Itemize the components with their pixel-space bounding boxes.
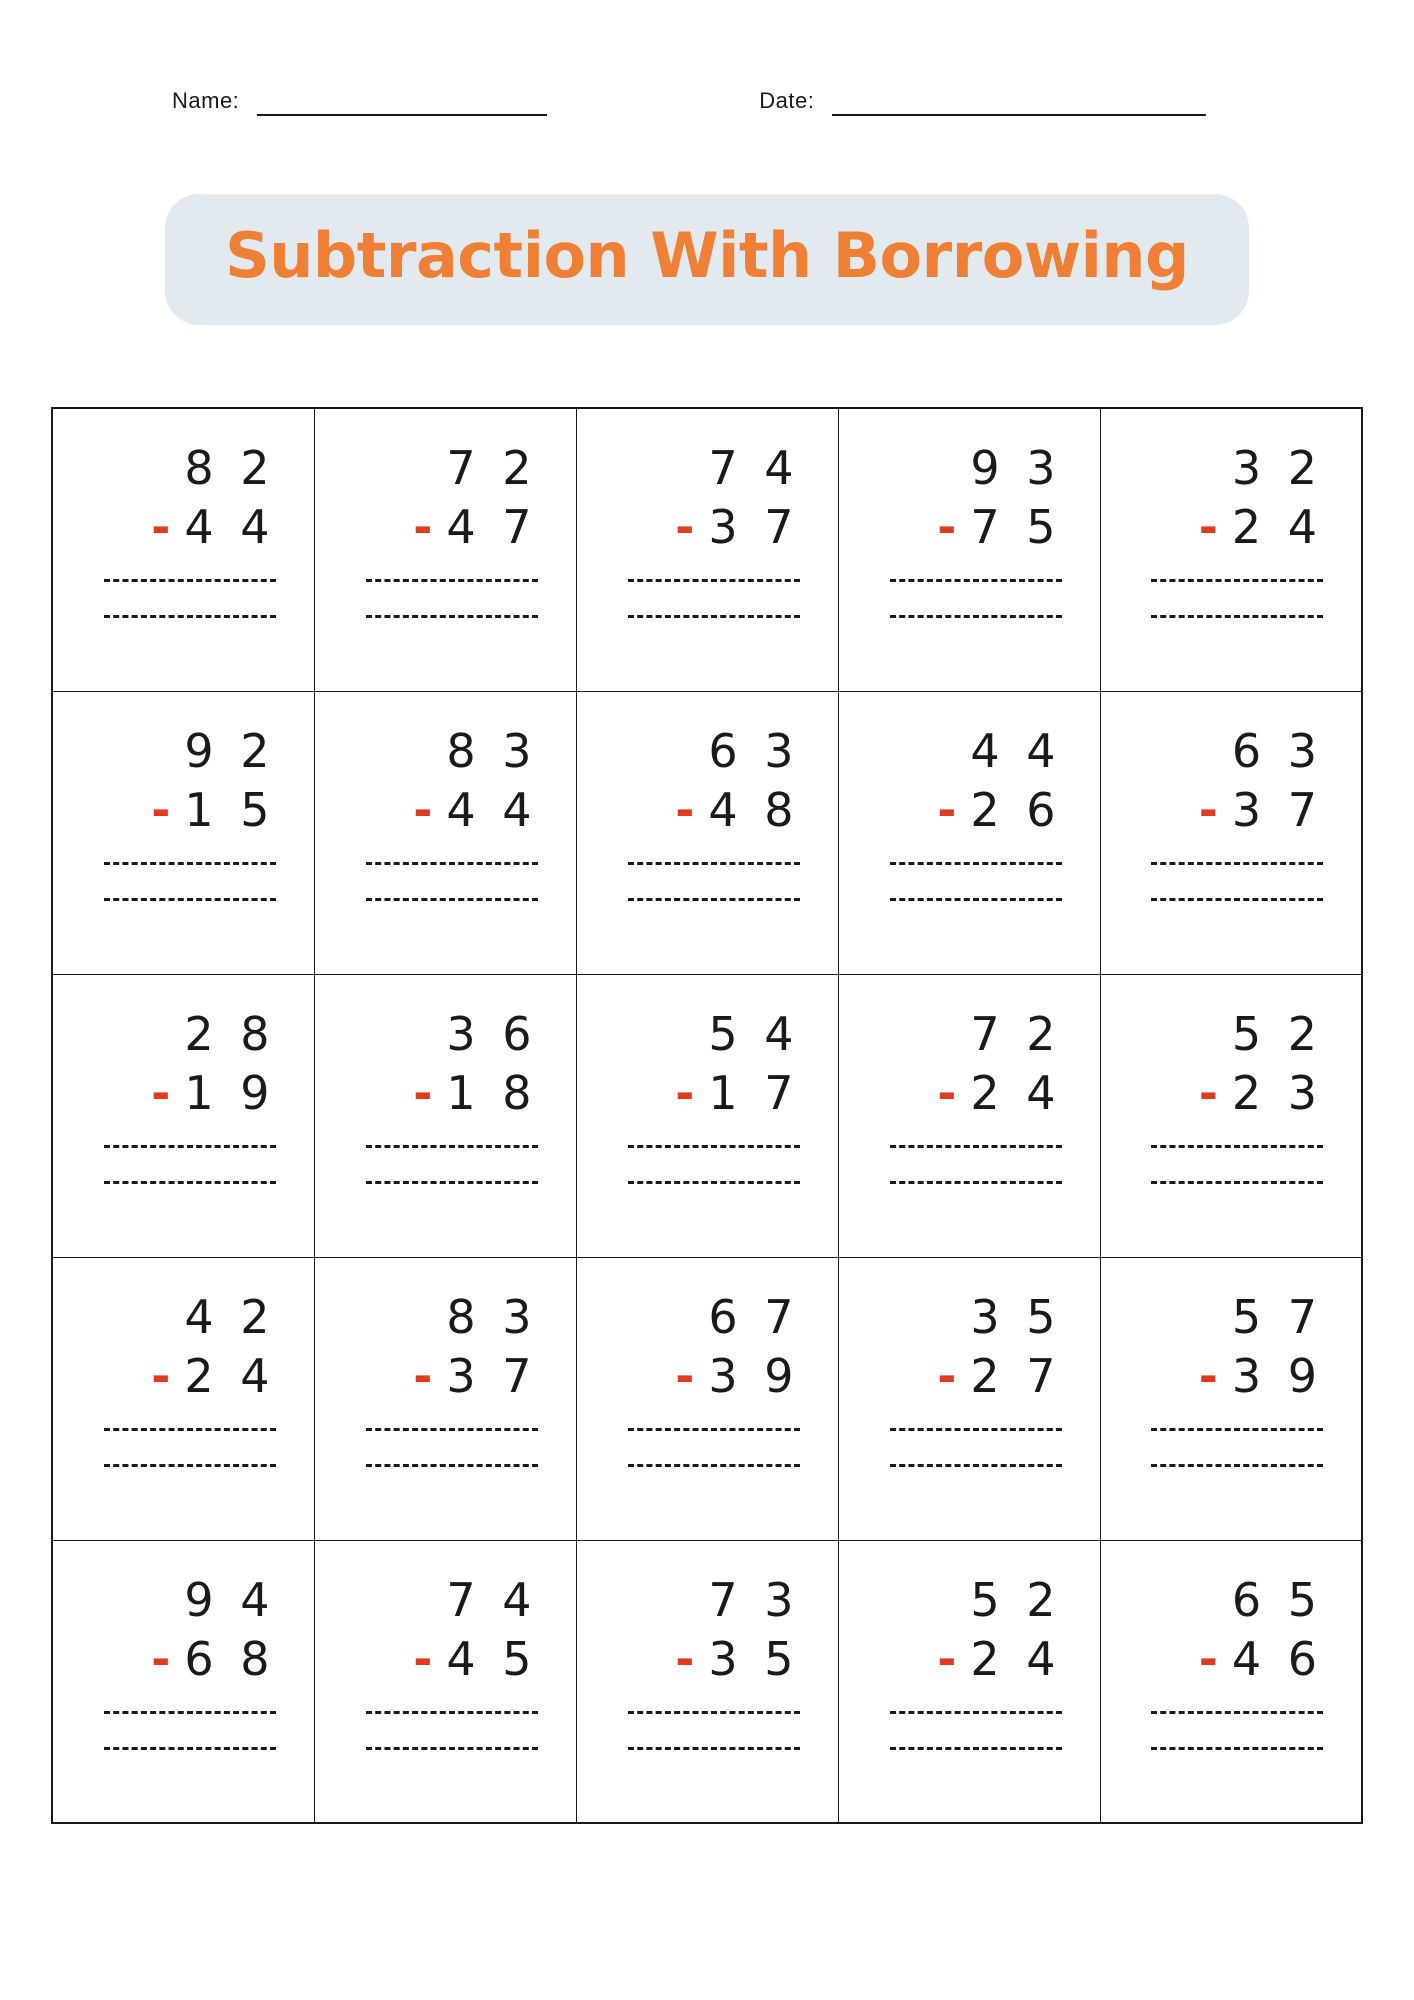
minuend: 5 7 xyxy=(1231,1289,1323,1344)
minuend: 3 2 xyxy=(1231,441,1323,496)
minus-sign-icon: - xyxy=(675,1348,701,1403)
subtrahend-row xyxy=(53,1064,276,1123)
answer-rule xyxy=(104,862,276,865)
subtrahend: 2 3 xyxy=(1231,1065,1323,1120)
subtraction-problem xyxy=(577,409,838,618)
answer-line[interactable] xyxy=(890,1464,1062,1467)
minus-sign-icon: - xyxy=(937,1631,963,1686)
subtrahend: 2 4 xyxy=(970,1631,1062,1686)
problem-cell[interactable] xyxy=(52,408,314,691)
problem-cell[interactable] xyxy=(314,691,576,974)
subtrahend-row xyxy=(1101,1630,1324,1689)
subtrahend: 2 4 xyxy=(184,1348,276,1403)
subtrahend-row xyxy=(839,498,1062,557)
minus-sign-icon: - xyxy=(937,782,963,837)
subtrahend-row xyxy=(577,781,800,840)
subtrahend-row xyxy=(1101,781,1324,840)
minuend: 6 3 xyxy=(708,723,800,778)
minuend: 8 3 xyxy=(446,1289,538,1344)
answer-line[interactable] xyxy=(366,898,538,901)
problem-grid xyxy=(51,407,1363,1824)
answer-line[interactable] xyxy=(104,1464,276,1467)
answer-rule xyxy=(628,1145,800,1148)
problem-cell[interactable] xyxy=(838,691,1100,974)
answer-rule xyxy=(366,1711,538,1714)
problem-cell[interactable] xyxy=(576,691,838,974)
subtrahend-row xyxy=(577,498,800,557)
minuend: 8 2 xyxy=(184,441,276,496)
minus-sign-icon: - xyxy=(675,500,701,555)
answer-rule xyxy=(104,1711,276,1714)
subtrahend: 3 5 xyxy=(708,1631,800,1686)
name-input-line[interactable] xyxy=(257,114,547,116)
subtrahend: 3 9 xyxy=(708,1348,800,1403)
subtrahend: 1 8 xyxy=(446,1065,538,1120)
answer-line[interactable] xyxy=(366,1747,538,1750)
title-banner xyxy=(165,194,1249,325)
minuend: 5 4 xyxy=(708,1006,800,1061)
problem-cell[interactable] xyxy=(52,974,314,1257)
subtraction-problem xyxy=(53,1541,314,1750)
subtrahend-row xyxy=(577,1347,800,1406)
subtrahend: 2 7 xyxy=(970,1348,1062,1403)
minus-sign-icon: - xyxy=(151,1631,177,1686)
answer-rule xyxy=(890,579,1062,582)
answer-line[interactable] xyxy=(628,615,800,618)
minuend: 5 2 xyxy=(970,1572,1062,1627)
subtraction-problem xyxy=(577,692,838,901)
minuend: 9 2 xyxy=(184,723,276,778)
problem-cell[interactable] xyxy=(838,1540,1100,1823)
subtraction-problem xyxy=(1101,1541,1362,1750)
subtraction-problem xyxy=(53,1258,314,1467)
minuend: 6 3 xyxy=(1231,723,1323,778)
answer-line[interactable] xyxy=(104,898,276,901)
subtraction-problem xyxy=(577,975,838,1184)
subtraction-problem xyxy=(839,1541,1100,1750)
answer-rule xyxy=(628,1428,800,1431)
minuend: 3 6 xyxy=(446,1006,538,1061)
problem-cell[interactable] xyxy=(1100,1540,1362,1823)
minus-sign-icon: - xyxy=(413,1631,439,1686)
subtrahend: 6 8 xyxy=(184,1631,276,1686)
problem-row xyxy=(52,408,1362,691)
minuend: 9 4 xyxy=(184,1572,276,1627)
minuend: 7 2 xyxy=(970,1006,1062,1061)
minus-sign-icon: - xyxy=(1198,1065,1224,1120)
subtrahend: 2 4 xyxy=(970,1065,1062,1120)
minuend: 4 4 xyxy=(970,723,1062,778)
subtrahend: 3 7 xyxy=(1231,782,1323,837)
subtrahend-row xyxy=(1101,1064,1324,1123)
problem-cell[interactable] xyxy=(838,1257,1100,1540)
date-input-line[interactable] xyxy=(832,114,1206,116)
subtrahend-row xyxy=(53,781,276,840)
problem-cell[interactable] xyxy=(576,1540,838,1823)
subtraction-problem xyxy=(1101,692,1362,901)
subtraction-problem xyxy=(1101,975,1362,1184)
subtraction-problem xyxy=(839,409,1100,618)
answer-rule xyxy=(366,1145,538,1148)
minuend: 7 3 xyxy=(708,1572,800,1627)
minuend: 9 3 xyxy=(970,441,1062,496)
problem-cell[interactable] xyxy=(1100,691,1362,974)
subtrahend-row xyxy=(839,1347,1062,1406)
answer-line[interactable] xyxy=(890,898,1062,901)
worksheet-header xyxy=(0,0,1414,116)
answer-line[interactable] xyxy=(890,1181,1062,1184)
minuend: 4 2 xyxy=(184,1289,276,1344)
title-container xyxy=(192,194,1222,325)
problem-cell[interactable] xyxy=(838,408,1100,691)
subtrahend: 4 6 xyxy=(1231,1631,1323,1686)
subtraction-problem xyxy=(839,1258,1100,1467)
problem-cell[interactable] xyxy=(314,974,576,1257)
answer-rule xyxy=(1151,1145,1323,1148)
problem-cell[interactable] xyxy=(838,974,1100,1257)
name-label: Name: xyxy=(172,88,240,113)
subtraction-problem xyxy=(315,409,576,618)
answer-rule xyxy=(104,1145,276,1148)
subtrahend: 4 7 xyxy=(446,500,538,555)
subtrahend: 4 8 xyxy=(708,782,800,837)
subtrahend-row xyxy=(1101,498,1324,557)
subtrahend-row xyxy=(577,1064,800,1123)
answer-line[interactable] xyxy=(366,615,538,618)
answer-line[interactable] xyxy=(890,615,1062,618)
answer-rule xyxy=(890,1145,1062,1148)
problem-row xyxy=(52,691,1362,974)
answer-rule xyxy=(366,862,538,865)
minus-sign-icon: - xyxy=(1198,500,1224,555)
minuend: 5 2 xyxy=(1231,1006,1323,1061)
minus-sign-icon: - xyxy=(1198,1631,1224,1686)
subtrahend-row xyxy=(53,1630,276,1689)
subtrahend-row xyxy=(577,1630,800,1689)
answer-rule xyxy=(628,862,800,865)
minus-sign-icon: - xyxy=(937,1065,963,1120)
subtraction-problem xyxy=(839,975,1100,1184)
answer-line[interactable] xyxy=(1151,1181,1323,1184)
subtraction-problem xyxy=(315,975,576,1184)
minus-sign-icon: - xyxy=(675,1065,701,1120)
answer-line[interactable] xyxy=(628,1464,800,1467)
subtrahend-row xyxy=(315,1347,538,1406)
subtraction-problem xyxy=(315,1258,576,1467)
subtrahend-row xyxy=(53,498,276,557)
answer-rule xyxy=(890,1711,1062,1714)
subtrahend: 4 4 xyxy=(184,500,276,555)
minus-sign-icon: - xyxy=(675,1631,701,1686)
answer-line[interactable] xyxy=(366,1464,538,1467)
subtrahend: 4 5 xyxy=(446,1631,538,1686)
subtrahend-row xyxy=(839,1630,1062,1689)
subtrahend: 3 9 xyxy=(1231,1348,1323,1403)
minus-sign-icon: - xyxy=(413,500,439,555)
subtrahend-row xyxy=(53,1347,276,1406)
answer-line[interactable] xyxy=(628,1747,800,1750)
answer-line[interactable] xyxy=(1151,615,1323,618)
problem-row xyxy=(52,1257,1362,1540)
answer-rule xyxy=(890,862,1062,865)
minus-sign-icon: - xyxy=(413,782,439,837)
answer-rule xyxy=(628,1711,800,1714)
answer-line[interactable] xyxy=(104,1747,276,1750)
problem-cell[interactable] xyxy=(52,1257,314,1540)
answer-line[interactable] xyxy=(1151,898,1323,901)
answer-rule xyxy=(366,579,538,582)
minus-sign-icon: - xyxy=(151,782,177,837)
subtraction-problem xyxy=(1101,1258,1362,1467)
subtraction-problem xyxy=(577,1258,838,1467)
answer-rule xyxy=(1151,579,1323,582)
answer-rule xyxy=(1151,1428,1323,1431)
answer-line[interactable] xyxy=(1151,1747,1323,1750)
minus-sign-icon: - xyxy=(413,1348,439,1403)
date-field xyxy=(759,88,1206,116)
subtrahend: 3 7 xyxy=(446,1348,538,1403)
problem-cell[interactable] xyxy=(576,1257,838,1540)
answer-line[interactable] xyxy=(890,1747,1062,1750)
subtrahend-row xyxy=(315,781,538,840)
subtrahend: 2 6 xyxy=(970,782,1062,837)
name-field xyxy=(172,88,547,116)
minus-sign-icon: - xyxy=(937,1348,963,1403)
subtrahend: 2 4 xyxy=(1231,500,1323,555)
subtrahend-row xyxy=(839,781,1062,840)
answer-line[interactable] xyxy=(104,1181,276,1184)
subtraction-problem xyxy=(53,975,314,1184)
minus-sign-icon: - xyxy=(151,1065,177,1120)
subtraction-problem xyxy=(53,692,314,901)
subtrahend-row xyxy=(315,498,538,557)
problem-cell[interactable] xyxy=(314,1540,576,1823)
problem-cell[interactable] xyxy=(576,408,838,691)
problem-row xyxy=(52,1540,1362,1823)
answer-rule xyxy=(104,1428,276,1431)
minuend: 3 5 xyxy=(970,1289,1062,1344)
problem-cell[interactable] xyxy=(1100,1257,1362,1540)
problem-cell[interactable] xyxy=(314,1257,576,1540)
subtraction-problem xyxy=(315,692,576,901)
answer-rule xyxy=(1151,1711,1323,1714)
problem-cell[interactable] xyxy=(314,408,576,691)
page-title: Subtraction With Borrowing xyxy=(225,219,1189,292)
subtraction-problem xyxy=(1101,409,1362,618)
subtraction-problem xyxy=(315,1541,576,1750)
subtraction-problem xyxy=(577,1541,838,1750)
answer-line[interactable] xyxy=(628,898,800,901)
subtrahend: 3 7 xyxy=(708,500,800,555)
problem-cell[interactable] xyxy=(576,974,838,1257)
subtrahend-row xyxy=(1101,1347,1324,1406)
subtrahend-row xyxy=(315,1630,538,1689)
answer-line[interactable] xyxy=(104,615,276,618)
minus-sign-icon: - xyxy=(1198,1348,1224,1403)
minuend: 7 2 xyxy=(446,441,538,496)
problem-cell[interactable] xyxy=(52,1540,314,1823)
minuend: 8 3 xyxy=(446,723,538,778)
subtraction-problem xyxy=(53,409,314,618)
minus-sign-icon: - xyxy=(151,1348,177,1403)
minuend: 7 4 xyxy=(708,441,800,496)
problem-cell[interactable] xyxy=(1100,974,1362,1257)
problem-cell[interactable] xyxy=(52,691,314,974)
minuend: 7 4 xyxy=(446,1572,538,1627)
problem-row xyxy=(52,974,1362,1257)
subtrahend: 7 5 xyxy=(970,500,1062,555)
answer-line[interactable] xyxy=(366,1181,538,1184)
minus-sign-icon: - xyxy=(413,1065,439,1120)
minuend: 2 8 xyxy=(184,1006,276,1061)
answer-line[interactable] xyxy=(628,1181,800,1184)
subtrahend: 1 5 xyxy=(184,782,276,837)
minus-sign-icon: - xyxy=(675,782,701,837)
minus-sign-icon: - xyxy=(151,500,177,555)
answer-rule xyxy=(366,1428,538,1431)
answer-rule xyxy=(890,1428,1062,1431)
answer-rule xyxy=(628,579,800,582)
minus-sign-icon: - xyxy=(937,500,963,555)
date-label: Date: xyxy=(759,88,815,113)
subtraction-problem xyxy=(839,692,1100,901)
subtrahend: 1 7 xyxy=(708,1065,800,1120)
answer-rule xyxy=(1151,862,1323,865)
subtrahend-row xyxy=(839,1064,1062,1123)
minuend: 6 5 xyxy=(1231,1572,1323,1627)
minuend: 6 7 xyxy=(708,1289,800,1344)
subtrahend-row xyxy=(315,1064,538,1123)
subtrahend: 1 9 xyxy=(184,1065,276,1120)
subtrahend: 4 4 xyxy=(446,782,538,837)
answer-rule xyxy=(104,579,276,582)
minus-sign-icon: - xyxy=(1198,782,1224,837)
answer-line[interactable] xyxy=(1151,1464,1323,1467)
problem-cell[interactable] xyxy=(1100,408,1362,691)
